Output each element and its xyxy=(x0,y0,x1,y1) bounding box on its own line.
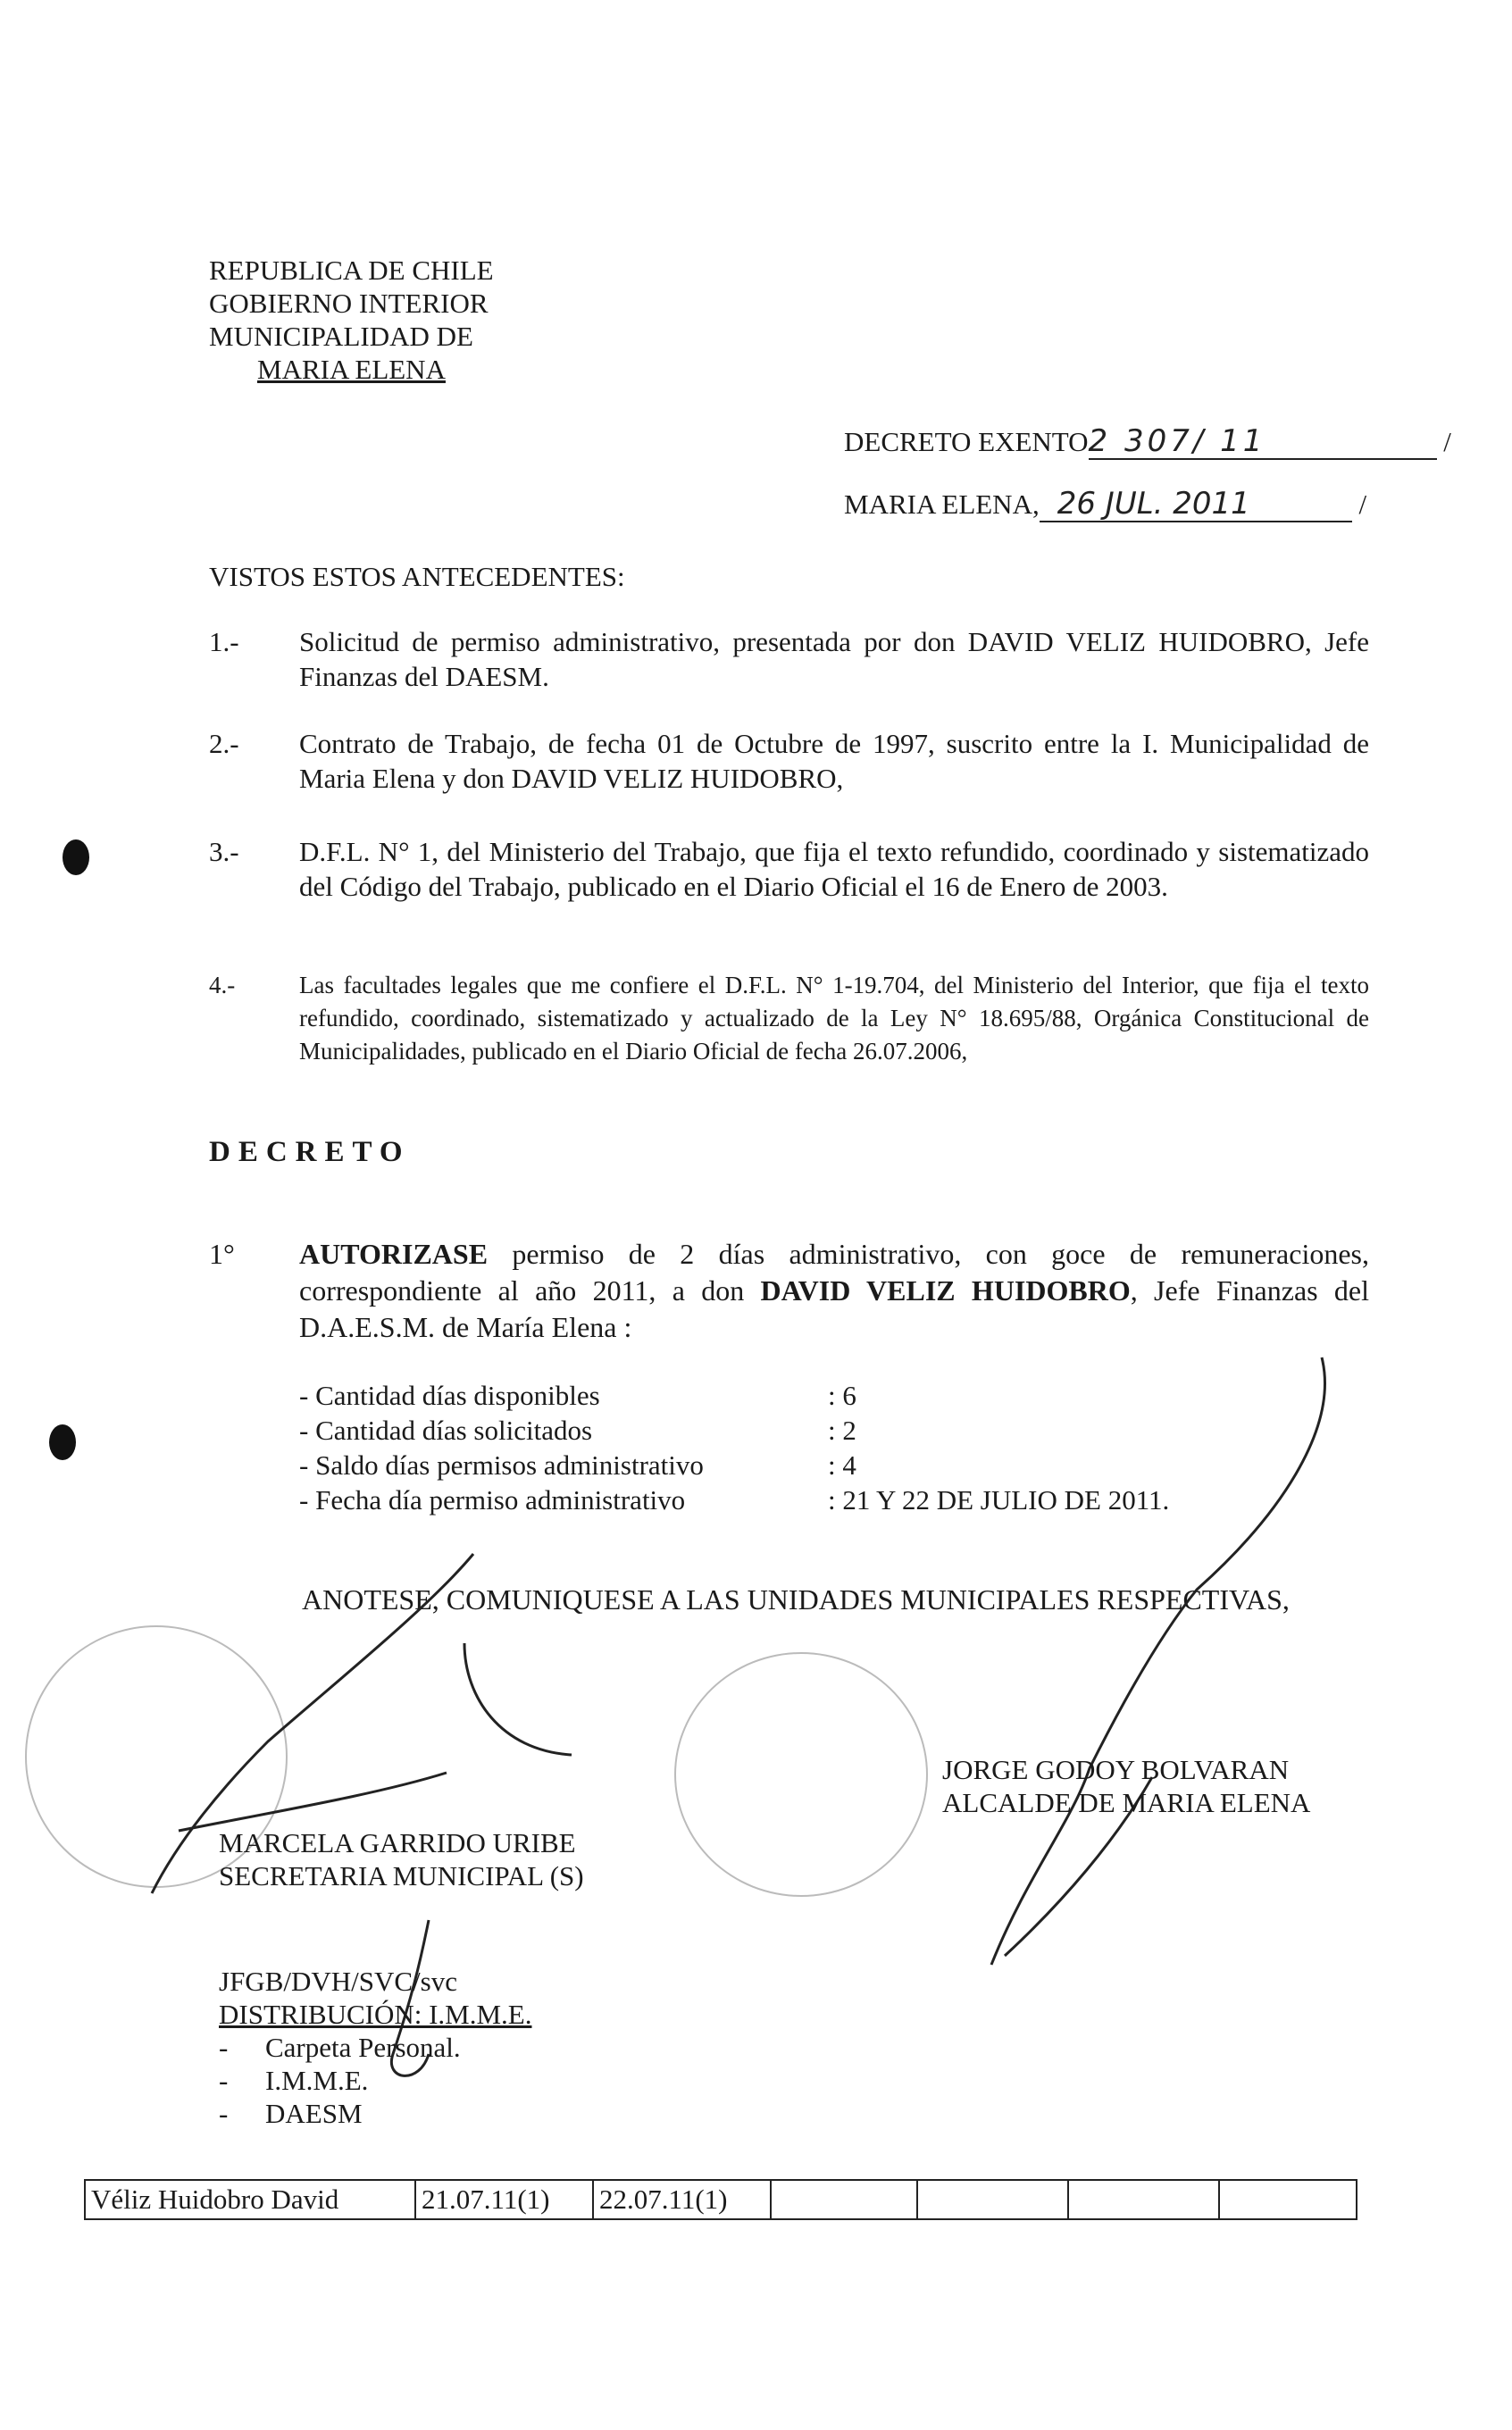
footer-initials: JFGB/DVH/SVC/svc xyxy=(219,1966,457,1997)
distribution-item: - DAESM xyxy=(219,2098,363,2129)
visto-number: 1.- xyxy=(209,626,239,657)
detail-value: : 21 Y 22 DE JULIO DE 2011. xyxy=(828,1484,1170,1516)
signer-left-title: SECRETARIA MUNICIPAL (S) xyxy=(219,1860,584,1891)
table-cell: 22.07.11(1) xyxy=(593,2180,771,2219)
footer-distribution: DISTRIBUCIÓN: I.M.M.E. xyxy=(219,1999,532,2030)
detail-label: - Cantidad días solicitados xyxy=(299,1415,593,1446)
signature-left-loop xyxy=(464,1643,572,1755)
signature-right-stroke xyxy=(991,1357,1324,1965)
signer-left-name: MARCELA GARRIDO URIBE xyxy=(219,1827,576,1858)
article-bold-1: AUTORIZASE xyxy=(299,1238,489,1270)
article-number: 1° xyxy=(209,1238,235,1270)
decree-number-line: DECRETO EXENTO2 307/ 11 / xyxy=(844,423,1451,459)
decree-date: 26 JUL. 2011 xyxy=(1040,487,1352,522)
table-cell xyxy=(771,2180,917,2219)
register-table xyxy=(84,2179,1357,2220)
table-cell: Véliz Huidobro David xyxy=(85,2180,415,2219)
detail-value: : 4 xyxy=(828,1449,856,1481)
table-cell: 21.07.11(1) xyxy=(415,2180,593,2219)
decree-place: MARIA ELENA, xyxy=(844,489,1040,520)
table-cell xyxy=(917,2180,1068,2219)
header-line-4: MARIA ELENA xyxy=(257,354,446,385)
detail-label: - Saldo días permisos administrativo xyxy=(299,1449,704,1481)
detail-label: - Fecha día permiso administrativo xyxy=(299,1484,686,1516)
table-cell xyxy=(1219,2180,1357,2219)
header-line-2: GOBIERNO INTERIOR xyxy=(209,288,489,319)
decree-label: DECRETO EXENTO xyxy=(844,426,1089,457)
table-cell xyxy=(1068,2180,1219,2219)
header-line-3: MUNICIPALIDAD DE xyxy=(209,321,473,352)
visto-text: Solicitud de permiso administrativo, presentada por don DAVID VELIZ HUIDOBRO, Jefe Finanzas del DAESM. xyxy=(299,626,1369,692)
distribution-item: - I.M.M.E. xyxy=(219,2065,369,2096)
article-text-2: , Jefe Finanzas del D.A.E.S.M. de María Elena : xyxy=(299,1274,1370,1343)
visto-number: 4.- xyxy=(209,972,236,998)
decree-date-line: MARIA ELENA, 26 JUL. 2011 / xyxy=(844,486,1367,522)
closing-statement: ANOTESE, COMUNIQUESE A LAS UNIDADES MUNICIPALES RESPECTIVAS, xyxy=(302,1583,1290,1616)
visto-text: Las facultades legales que me confiere el D.F.L. N° 1-19.704, del Ministerio del Interior, que fija el texto refundido, coordinado, sistematizado y actualizado de la Ley N° 18.695/88, Orgánica Constitucional de Municipalidades, publicado en el Diario Oficial de fecha 26.07.2006, xyxy=(299,972,1369,1065)
article-bold-2: DAVID VELIZ HUIDOBRO xyxy=(760,1274,1131,1307)
decreto-heading: DECRETO xyxy=(209,1136,411,1168)
detail-label: - Cantidad días disponibles xyxy=(299,1380,600,1411)
article-text-1: permiso de 2 días administrativo, con goce de remuneraciones, correspondiente al año 2011, a don xyxy=(299,1238,1369,1307)
signer-right-name: JORGE GODOY BOLVARAN xyxy=(942,1754,1290,1785)
table-row xyxy=(85,2180,1357,2219)
distribution-item: - Carpeta Personal. xyxy=(219,2032,461,2063)
signature-left-underline xyxy=(179,1773,447,1831)
visto-number: 3.- xyxy=(209,836,239,867)
vistos-heading: VISTOS ESTOS ANTECEDENTES: xyxy=(209,561,625,592)
decree-number: 2 307/ 11 xyxy=(1089,424,1437,460)
distribution-list xyxy=(219,2031,461,2130)
detail-value: : 2 xyxy=(828,1415,856,1446)
detail-value: : 6 xyxy=(828,1380,856,1411)
visto-number: 2.- xyxy=(209,728,239,759)
header-line-1: REPUBLICA DE CHILE xyxy=(209,255,494,286)
visto-text: D.F.L. N° 1, del Ministerio del Trabajo, que fija el texto refundido, coordinado y sistematizado del Código del Trabajo, publicado en el Diario Oficial el 16 de Enero de 2003. xyxy=(299,836,1369,902)
signer-right-title: ALCALDE DE MARIA ELENA xyxy=(942,1787,1311,1818)
visto-text: Contrato de Trabajo, de fecha 01 de Octubre de 1997, suscrito entre la I. Municipalidad de Maria Elena y don DAVID VELIZ HUIDOBRO, xyxy=(299,728,1369,794)
